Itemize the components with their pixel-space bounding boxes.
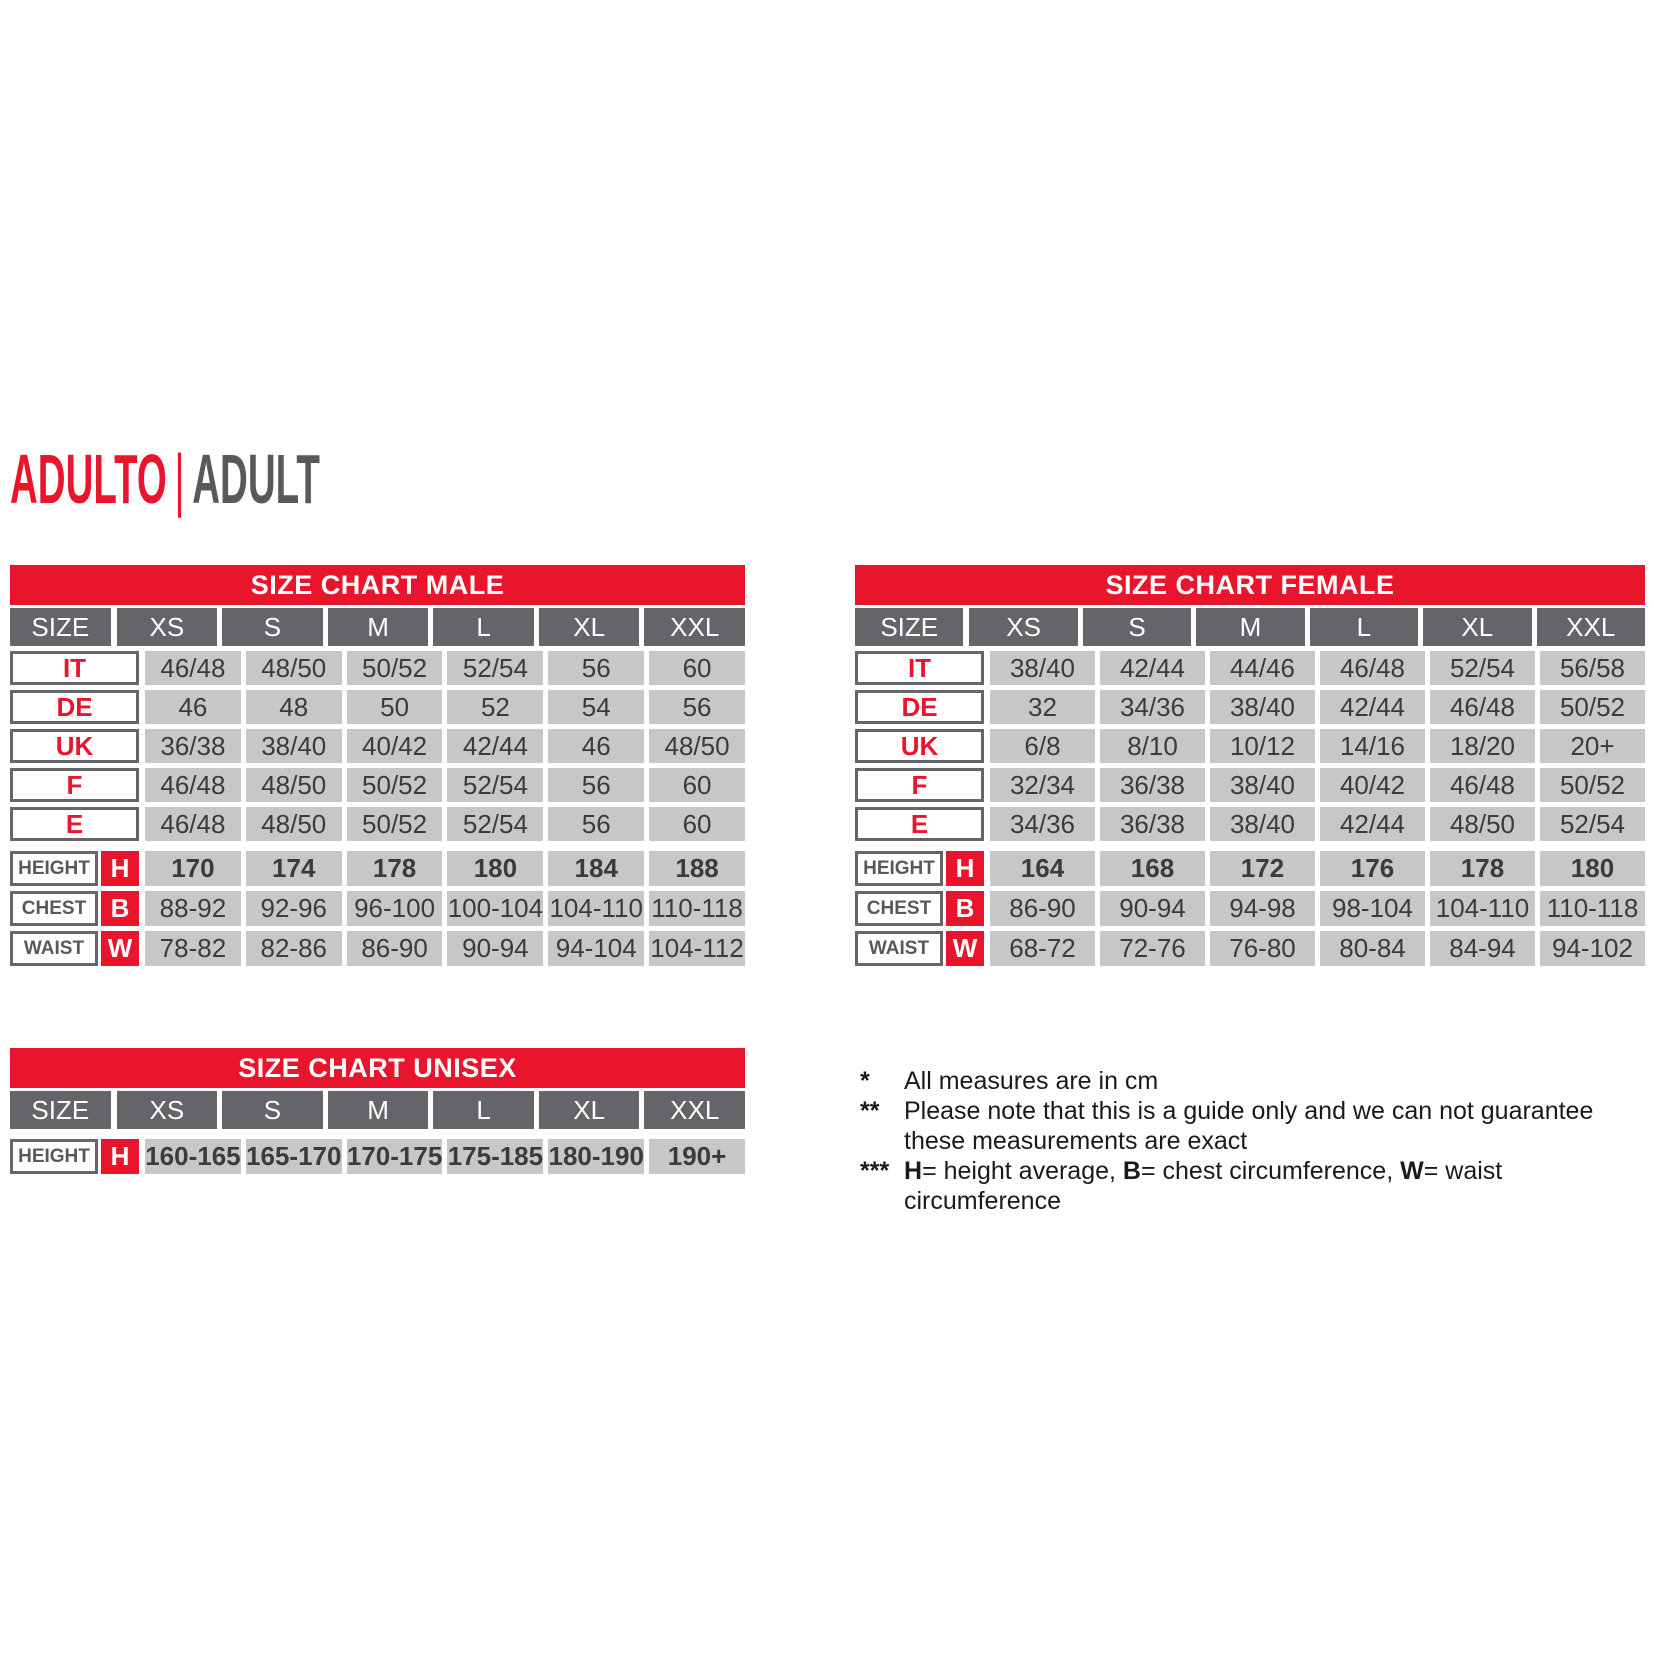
- table-row: [10, 651, 745, 685]
- table-row: [855, 891, 1645, 926]
- footnote-marker: ***: [860, 1157, 890, 1185]
- footnote-text: [904, 1156, 1652, 1216]
- measure-value: 180: [447, 851, 543, 886]
- measure-value: 94-104: [548, 931, 644, 966]
- measure-letter-badge: B: [101, 891, 139, 926]
- measure-value: 90-94: [1100, 891, 1205, 926]
- measure-value: 184: [548, 851, 644, 886]
- size-value: 52/54: [447, 807, 543, 841]
- size-value: 52/54: [447, 768, 543, 802]
- measure-label-group: [855, 931, 984, 966]
- footnote-line: [904, 1066, 1652, 1096]
- footnote-segment: = waist circumference: [904, 1157, 1503, 1215]
- measure-letter-badge: H: [101, 1139, 139, 1174]
- table-row: [10, 807, 745, 841]
- size-value: 8/10: [1100, 729, 1205, 763]
- measure-value: 92-96: [246, 891, 342, 926]
- size-value: 50: [347, 690, 443, 724]
- measure-letter-badge: W: [946, 931, 984, 966]
- table-row: [855, 729, 1645, 763]
- measure-value: 178: [1430, 851, 1535, 886]
- table-row: [10, 1139, 745, 1174]
- measure-label-group: [855, 851, 984, 886]
- column-header: S: [222, 608, 323, 646]
- size-value: 32/34: [990, 768, 1095, 802]
- size-value: 40/42: [1320, 768, 1425, 802]
- footnote-segment: All measures are in cm: [904, 1067, 1159, 1095]
- column-header: XS: [117, 1091, 218, 1129]
- size-value: 46/48: [1320, 651, 1425, 685]
- size-value: 56/58: [1540, 651, 1645, 685]
- table-row: [10, 729, 745, 763]
- column-header: S: [1083, 608, 1191, 646]
- table-title-band: SIZE CHART MALE: [10, 565, 745, 605]
- country-label: F: [10, 768, 139, 802]
- size-value: 48/50: [246, 807, 342, 841]
- size-value: 48/50: [246, 651, 342, 685]
- table-row: [855, 807, 1645, 841]
- measure-label: HEIGHT: [10, 851, 98, 886]
- measure-value: 176: [1320, 851, 1425, 886]
- size-value: 48: [246, 690, 342, 724]
- table-row: [10, 690, 745, 724]
- table-row: [10, 768, 745, 802]
- column-header: L: [1310, 608, 1418, 646]
- column-header: S: [222, 1091, 323, 1129]
- measure-value: 190+: [649, 1139, 745, 1174]
- country-label: UK: [10, 729, 139, 763]
- size-value: 42/44: [1320, 690, 1425, 724]
- footnotes: [860, 1066, 1652, 1216]
- country-label: IT: [855, 651, 984, 685]
- size-value: 54: [548, 690, 644, 724]
- table-title-band: SIZE CHART UNISEX: [10, 1048, 745, 1088]
- measure-value: 180: [1540, 851, 1645, 886]
- measure-value: 68-72: [990, 931, 1095, 966]
- column-header: XS: [969, 608, 1077, 646]
- table-row: [855, 690, 1645, 724]
- measure-value: 172: [1210, 851, 1315, 886]
- footnote-segment: Please note that this is a guide only and we can not guarantee: [904, 1097, 1594, 1125]
- table-header-row: [855, 608, 1645, 646]
- footnote: [860, 1156, 1652, 1216]
- size-value: 10/12: [1210, 729, 1315, 763]
- measure-value: 82-86: [246, 931, 342, 966]
- measure-value: 80-84: [1320, 931, 1425, 966]
- measure-value: 98-104: [1320, 891, 1425, 926]
- footnote-line: [904, 1096, 1652, 1126]
- measure-value: 86-90: [347, 931, 443, 966]
- size-value: 48/50: [246, 768, 342, 802]
- footnote-term: B: [1122, 1157, 1141, 1185]
- country-size-rows: [855, 651, 1645, 841]
- measure-label: HEIGHT: [855, 851, 943, 886]
- size-value: 38/40: [990, 651, 1095, 685]
- measure-value: 164: [990, 851, 1095, 886]
- column-header: XXL: [1537, 608, 1645, 646]
- measure-value: 178: [347, 851, 443, 886]
- table-row: [10, 851, 745, 886]
- measure-label-group: [855, 891, 984, 926]
- table-header-row: [10, 1091, 745, 1129]
- measure-label: WAIST: [10, 931, 98, 966]
- size-chart-male-table: [10, 565, 745, 966]
- size-value: 42/44: [1100, 651, 1205, 685]
- footnote: [860, 1096, 1652, 1156]
- measure-value: 84-94: [1430, 931, 1535, 966]
- measure-letter-badge: W: [101, 931, 139, 966]
- country-label: DE: [10, 690, 139, 724]
- size-value: 34/36: [990, 807, 1095, 841]
- table-title-band: SIZE CHART FEMALE: [855, 565, 1645, 605]
- size-value: 50/52: [1540, 768, 1645, 802]
- table-row: [855, 651, 1645, 685]
- size-value: 60: [649, 651, 745, 685]
- size-value: 56: [548, 651, 644, 685]
- measure-value: 76-80: [1210, 931, 1315, 966]
- size-value: 52/54: [447, 651, 543, 685]
- size-value: 46: [548, 729, 644, 763]
- size-value: 38/40: [1210, 807, 1315, 841]
- measure-value: 165-170: [246, 1139, 342, 1174]
- measure-value: 174: [246, 851, 342, 886]
- measure-value: 94-98: [1210, 891, 1315, 926]
- footnote-text: [904, 1096, 1652, 1156]
- size-value: 38/40: [246, 729, 342, 763]
- size-value: 38/40: [1210, 768, 1315, 802]
- table-header-row: [10, 608, 745, 646]
- size-value: 46/48: [145, 651, 241, 685]
- size-value: 40/42: [347, 729, 443, 763]
- size-chart-unisex-table: [10, 1048, 745, 1174]
- measure-value: 100-104: [447, 891, 543, 926]
- footnote-marker: *: [860, 1067, 870, 1095]
- footnote-line: [904, 1156, 1652, 1216]
- size-value: 32: [990, 690, 1095, 724]
- country-label: E: [10, 807, 139, 841]
- footnote-term: W: [1400, 1157, 1424, 1185]
- size-value: 52/54: [1430, 651, 1535, 685]
- size-value: 46/48: [1430, 690, 1535, 724]
- size-chart-female-table: [855, 565, 1645, 966]
- size-value: 34/36: [1100, 690, 1205, 724]
- measure-value: 72-76: [1100, 931, 1205, 966]
- footnote-text: [904, 1066, 1652, 1096]
- column-header: M: [328, 608, 429, 646]
- country-label: UK: [855, 729, 984, 763]
- measure-value: 94-102: [1540, 931, 1645, 966]
- measure-value: 104-110: [1430, 891, 1535, 926]
- column-header: XXL: [644, 608, 745, 646]
- measure-value: 86-90: [990, 891, 1095, 926]
- measure-value: 110-118: [649, 891, 745, 926]
- size-value: 18/20: [1430, 729, 1535, 763]
- measure-label: WAIST: [855, 931, 943, 966]
- size-value: 46/48: [1430, 768, 1535, 802]
- size-value: 42/44: [1320, 807, 1425, 841]
- footnote-segment: these measurements are exact: [904, 1127, 1248, 1155]
- measure-value: 78-82: [145, 931, 241, 966]
- column-header: M: [1196, 608, 1304, 646]
- country-label: F: [855, 768, 984, 802]
- measure-rows: [10, 1139, 745, 1174]
- column-header: L: [433, 1091, 534, 1129]
- measure-letter-badge: B: [946, 891, 984, 926]
- size-value: 50/52: [1540, 690, 1645, 724]
- size-value: 52: [447, 690, 543, 724]
- title-separator: |: [174, 440, 185, 518]
- measure-value: 170-175: [347, 1139, 443, 1174]
- column-header: XL: [539, 1091, 640, 1129]
- size-value: 56: [649, 690, 745, 724]
- footnote-term: H: [904, 1157, 923, 1185]
- footnote-marker: **: [860, 1097, 880, 1125]
- measure-value: 168: [1100, 851, 1205, 886]
- size-value: 36/38: [1100, 807, 1205, 841]
- measure-value: 88-92: [145, 891, 241, 926]
- size-value: 52/54: [1540, 807, 1645, 841]
- size-value: 44/46: [1210, 651, 1315, 685]
- size-value: 6/8: [990, 729, 1095, 763]
- size-value: 36/38: [145, 729, 241, 763]
- country-label: DE: [855, 690, 984, 724]
- measure-label: HEIGHT: [10, 1139, 98, 1174]
- measure-label: CHEST: [855, 891, 943, 926]
- country-label: IT: [10, 651, 139, 685]
- measure-value: 104-110: [548, 891, 644, 926]
- measure-label-group: [10, 1139, 139, 1174]
- size-value: 60: [649, 768, 745, 802]
- country-label: E: [855, 807, 984, 841]
- size-value: 48/50: [1430, 807, 1535, 841]
- table-row: [10, 931, 745, 966]
- size-value: 56: [548, 768, 644, 802]
- column-header: XL: [1423, 608, 1531, 646]
- size-value: 60: [649, 807, 745, 841]
- table-row: [855, 851, 1645, 886]
- size-value: 36/38: [1100, 768, 1205, 802]
- footnote-segment: = height average,: [922, 1157, 1123, 1185]
- column-header: L: [433, 608, 534, 646]
- measure-label-group: [10, 931, 139, 966]
- size-value: 50/52: [347, 807, 443, 841]
- size-value: 20+: [1540, 729, 1645, 763]
- size-value: 50/52: [347, 768, 443, 802]
- size-value: 38/40: [1210, 690, 1315, 724]
- size-value: 46/48: [145, 768, 241, 802]
- footnote-line: [904, 1126, 1652, 1156]
- country-size-rows: [10, 651, 745, 841]
- measure-value: 175-185: [447, 1139, 543, 1174]
- footnote: [860, 1066, 1652, 1096]
- column-header: M: [328, 1091, 429, 1129]
- measure-letter-badge: H: [101, 851, 139, 886]
- column-header: XL: [539, 608, 640, 646]
- measure-rows: [855, 851, 1645, 966]
- table-row: [855, 931, 1645, 966]
- measure-value: 160-165: [145, 1139, 241, 1174]
- size-header-cell: SIZE: [10, 608, 111, 646]
- page-title: [10, 440, 320, 518]
- title-adult: ADULT: [192, 440, 320, 518]
- size-header-cell: SIZE: [855, 608, 963, 646]
- size-value: 46: [145, 690, 241, 724]
- measure-label-group: [10, 891, 139, 926]
- table-row: [10, 891, 745, 926]
- measure-value: 170: [145, 851, 241, 886]
- table-row: [855, 768, 1645, 802]
- size-value: 56: [548, 807, 644, 841]
- size-value: 48/50: [649, 729, 745, 763]
- footnote-segment: = chest circumference,: [1140, 1157, 1401, 1185]
- measure-value: 90-94: [447, 931, 543, 966]
- measure-value: 104-112: [649, 931, 745, 966]
- measure-label-group: [10, 851, 139, 886]
- column-header: XXL: [644, 1091, 745, 1129]
- title-adulto: ADULTO: [10, 440, 167, 518]
- column-header: XS: [117, 608, 218, 646]
- measure-label: CHEST: [10, 891, 98, 926]
- measure-rows: [10, 851, 745, 966]
- size-value: 42/44: [447, 729, 543, 763]
- measure-value: 180-190: [548, 1139, 644, 1174]
- measure-value: 110-118: [1540, 891, 1645, 926]
- size-value: 46/48: [145, 807, 241, 841]
- measure-value: 188: [649, 851, 745, 886]
- size-value: 14/16: [1320, 729, 1425, 763]
- measure-letter-badge: H: [946, 851, 984, 886]
- measure-value: 96-100: [347, 891, 443, 926]
- size-value: 50/52: [347, 651, 443, 685]
- size-header-cell: SIZE: [10, 1091, 111, 1129]
